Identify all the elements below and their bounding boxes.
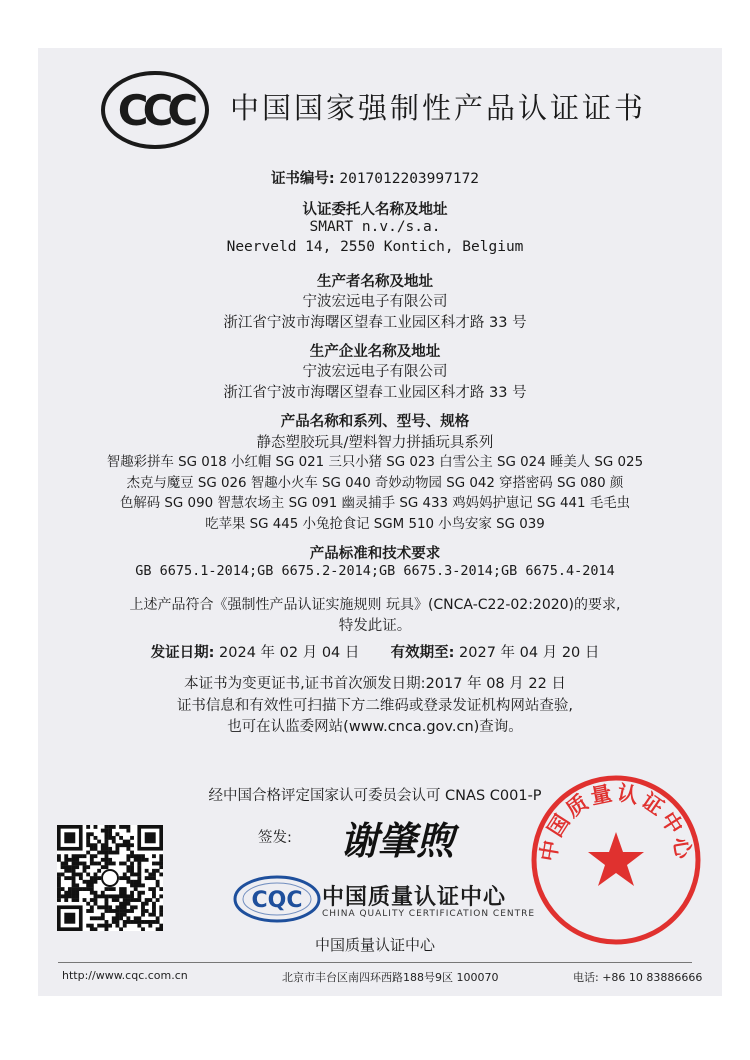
svg-text:中国质量认证中心: 中国质量认证中心 — [536, 780, 696, 864]
client-name: SMART n.v./s.a. — [309, 219, 441, 235]
product-models-line: 吃苹果 SG 445 小兔抢食记 SGM 510 小鸟安家 SG 039 — [205, 517, 545, 532]
issue-date-label: 发证日期: — [150, 645, 215, 661]
dates-row — [0, 641, 750, 662]
manufacturer-address: 浙江省宁波市海曙区望春工业园区科才路 33 号 — [223, 315, 527, 331]
certificate-number-label: 证书编号: — [270, 171, 335, 187]
cqc-logo — [233, 874, 321, 924]
cqc-english-name: CHINA QUALITY CERTIFICATION CENTRE — [322, 909, 536, 919]
client-label: 认证委托人名称及地址 — [302, 202, 448, 218]
certificate-title: 中国国家强制性产品认证证书 — [230, 91, 647, 125]
valid-until-label: 有效期至: — [390, 645, 455, 661]
factory-address: 浙江省宁波市海曙区望春工业园区科才路 33 号 — [223, 385, 527, 401]
footer-website[interactable]: http://www.cqc.com.cn — [62, 969, 188, 982]
svg-text:谢肇煦: 谢肇煦 — [339, 818, 455, 863]
manufacturer-label: 生产者名称及地址 — [317, 274, 433, 290]
cnca-note: 也可在认监委网站(www.cnca.gov.cn)查询。 — [227, 719, 523, 735]
product-models-line: 杰克与魔豆 SG 026 智趣小火车 SG 040 奇妙动物园 SG 042 穿搭密码 SG 080 颜 — [126, 476, 624, 491]
product-name: 静态塑胶玩具/塑料智力拼插玩具系列 — [256, 435, 494, 451]
standards-list: GB 6675.1-2014;GB 6675.2-2014;GB 6675.3-2014;GB 6675.4-2014 — [135, 563, 615, 579]
footer-divider — [58, 962, 692, 963]
manufacturer-name: 宁波宏远电子有限公司 — [302, 294, 448, 310]
cqc-chinese-name: 中国质量认证中心 — [322, 885, 507, 910]
product-models-line: 智趣彩拼车 SG 018 小红帽 SG 021 三只小猪 SG 023 白雪公主 SG 024 睡美人 SG 025 — [106, 455, 644, 470]
valid-until-date: 2027 年 04 月 20 日 — [459, 645, 600, 661]
accreditation-statement: 经中国合格评定国家认可委员会认可 CNAS C001-P — [208, 788, 542, 804]
client-address: Neerveld 14, 2550 Kontich, Belgium — [226, 239, 524, 255]
issue-date: 2024 年 02 月 04 日 — [219, 645, 360, 661]
svg-text:CQC: CQC — [251, 888, 303, 913]
footer-phone: 电话: +86 10 83886666 — [573, 971, 703, 984]
factory-name: 宁波宏远电子有限公司 — [302, 364, 448, 380]
signature — [322, 808, 472, 868]
issuer-name: 中国质量认证中心 — [314, 936, 435, 954]
conformity-statement: 上述产品符合《强制性产品认证实施规则 玩具》(CNCA-C22-02:2020)的要求, — [129, 597, 621, 613]
change-note: 本证书为变更证书,证书首次颁发日期:2017 年 08 月 22 日 — [184, 676, 566, 692]
official-seal — [528, 772, 704, 948]
footer-address: 北京市丰台区南四环西路188号9区 100070 — [282, 971, 499, 984]
qr-code[interactable] — [57, 825, 163, 931]
certificate-number: 2017012203997172 — [339, 171, 480, 187]
conformity-statement-end: 特发此证。 — [338, 618, 412, 634]
product-models-line: 色解码 SG 090 智慧农场主 SG 091 幽灵捕手 SG 433 鸡妈妈护崽记 SG 441 毛毛虫 — [119, 496, 631, 511]
signature-label: 签发: — [258, 830, 292, 846]
certificate-number-row — [0, 167, 750, 188]
verification-note: 证书信息和有效性可扫描下方二维码或登录发证机构网站查验, — [176, 698, 574, 714]
svg-text:CCC: CCC — [117, 86, 193, 135]
product-label: 产品名称和系列、型号、规格 — [280, 414, 470, 430]
standards-label: 产品标准和技术要求 — [309, 546, 441, 562]
factory-label: 生产企业名称及地址 — [309, 344, 441, 360]
ccc-logo — [100, 70, 210, 150]
